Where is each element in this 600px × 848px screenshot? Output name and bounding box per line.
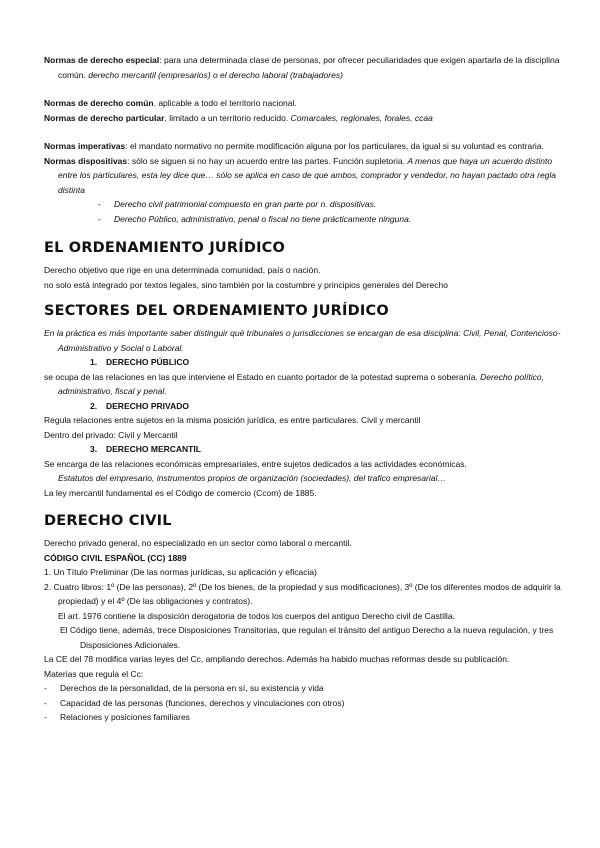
list-item: - Derecho Público, administrativo, penal o fiscal no tiene prácticamente ninguna. <box>44 212 564 227</box>
term-comun: Normas de derecho común <box>44 98 154 108</box>
sectores-intro-italic: En la práctica es más importante saber distinguir qué tribunales o jurisdicciones se encargan de esa disciplina: Civil, Penal, Contencioso-Administrativo y Social o Laboral. <box>44 328 561 353</box>
term-especial: Normas de derecho especial <box>44 55 160 65</box>
item2-text: Regula relaciones entre sujetos en la misma posición jurídica, es entre particulares. Civil y mercantil <box>44 415 421 425</box>
italic-especial: derecho mercantil (empresarios) o el derecho laboral (trabajadores) <box>88 69 343 80</box>
item2-text-2: Dentro del privado: Civil y Mercantil <box>44 429 178 440</box>
civil-list-1: 1. Un Título Preliminar (De las normas jurídicas, su aplicación y eficacia) <box>44 567 317 577</box>
document-content <box>44 53 564 725</box>
item3-italic: Estatutos del empresario, instrumentos propios de organización (sociedades), del trafico empresarial… <box>58 473 446 483</box>
civil-art: El art. 1976 contiene la disposición derogatoria de todos los cuerpos del antiguo Derecho civil de Castilla. <box>58 610 455 621</box>
paragraph-normas-especial <box>44 53 564 82</box>
code-title-text: CÓDIGO CIVIL ESPAÑOL (CC) 1889 <box>44 552 187 563</box>
item-title: DERECHO MERCANTIL <box>106 444 201 454</box>
civil-code-title <box>44 551 564 566</box>
item1-text <box>44 370 564 399</box>
item-number: 3. <box>90 444 98 454</box>
term-imperativas: Normas imperativas <box>44 141 126 151</box>
section-item-3 <box>44 442 564 457</box>
text-dispositivas: : sólo se siguen si no hay un acuerdo entre las partes. Función supletoria. <box>127 155 408 166</box>
section-item-2 <box>44 399 564 414</box>
item1-italic: Derecho político, administrativo, fiscal y penal. <box>58 371 544 396</box>
sectores-intro <box>44 326 564 355</box>
text-especial: : para una determinada clase de personas, por ofrecer peculiaridades que exigen apartarla de la disciplina común. <box>58 55 560 80</box>
item3-text-2: La ley mercantil fundamental es el Código de comercio (Ccom) de 1885. <box>44 487 317 498</box>
item-title: DERECHO PÚBLICO <box>106 357 190 367</box>
paragraph-normas-imperativas <box>44 139 564 154</box>
text-comun: . aplicable a todo el territorio nacional. <box>153 98 297 108</box>
civil-list-2: 2. Cuatro libros: 1º (De las personas), 2º (De los bienes, de la propiedad y sus modificaciones), 3º (De los diferentes modos de adquirir la propiedad) y el 4º (De las obligaciones y contratos). <box>44 581 561 606</box>
dash-item-text: Relaciones y posiciones familiares <box>60 712 190 722</box>
item3-text: Se encarga de las relaciones económicas empresariales, entre sujetos dedicados a las actividades económicas. <box>44 458 467 469</box>
heading-ordenamiento: EL ORDENAMIENTO JURÍDICO <box>44 240 286 256</box>
dash-item-text: Derechos de la personalidad, de la persona en sí, su existencia y vida <box>60 683 324 693</box>
civil-codigo-tiene: El Código tiene, además, trece Disposiciones Transitorias, que regulan el tránsito del antiguo Derecho a la nueva regulación, y tres Disposiciones Adicionales. <box>60 625 554 650</box>
term-particular: Normas de derecho particular <box>44 112 165 123</box>
sub-item-text: Derecho Público, administrativo, penal o fiscal no tiene prácticamente ninguna. <box>114 214 412 224</box>
item-title: DERECHO PRIVADO <box>106 400 189 411</box>
heading-derecho-civil: DERECHO CIVIL <box>44 513 172 529</box>
civil-line-1: Derecho privado general, no especializado en un sector como laboral o mercantil. <box>44 538 352 548</box>
list-item: - Relaciones y posiciones familiares <box>44 712 190 722</box>
civil-ce: La CE del 78 modifica varias leyes del Cc, ampliando derechos. Además ha habido muchas reformas desde su publicación. <box>44 654 510 664</box>
item-number: 1. <box>90 357 98 367</box>
list-item: - Capacidad de las personas (funciones, derechos y vinculaciones con otros) <box>44 697 345 708</box>
italic-dispositivas: A menos que haya un acuerdo distinto entre los particulares, esta ley dice que… sólo se aplica en caso de que ambos, comprador y vendedor, no hayan pactado otra regla distinta <box>58 155 557 195</box>
italic-particular: Comarcales, regionales, forales, ccaa <box>290 112 433 123</box>
item-number: 2. <box>90 400 98 411</box>
sub-item-text: Derecho civil patrimonial compuesto en gran parte por n. dispositivas. <box>114 199 377 209</box>
paragraph-normas-particular <box>44 111 564 126</box>
ordenamiento-line-2: no solo está integrado por textos legales, sino también por la costumbre y principios generales del Derecho <box>44 279 448 290</box>
dash-item-text: Capacidad de las personas (funciones, derechos y vinculaciones con otros) <box>60 697 345 708</box>
heading-sectores: SECTORES DEL ORDENAMIENTO JURÍDICO <box>44 303 389 319</box>
paragraph-normas-dispositivas <box>44 154 564 198</box>
section-item-1 <box>44 355 564 370</box>
list-item: - Derechos de la personalidad, de la persona en sí, su existencia y vida <box>44 683 324 693</box>
item3-italic-line <box>44 471 564 486</box>
civil-materias: Materias que regula el Cc: <box>44 668 144 679</box>
paragraph-normas-comun <box>44 96 564 111</box>
text-imperativas: : el mandato normativo no permite modificación alguna por los particulares, da igual si su voluntad es contraria. <box>125 141 544 151</box>
term-dispositivas: Normas dispositivas <box>44 155 128 166</box>
ordenamiento-line-1: Derecho objetivo que rige en una determinada comunidad, país o nación. <box>44 265 321 275</box>
list-item: - Derecho civil patrimonial compuesto en gran parte por n. dispositivas. <box>44 197 564 212</box>
item1-body: se ocupa de las relaciones en las que interviene el Estado en cuanto portador de la potestad suprema o soberanía. <box>44 371 481 382</box>
text-particular: , limitado a un territorio reducido. <box>164 112 291 123</box>
